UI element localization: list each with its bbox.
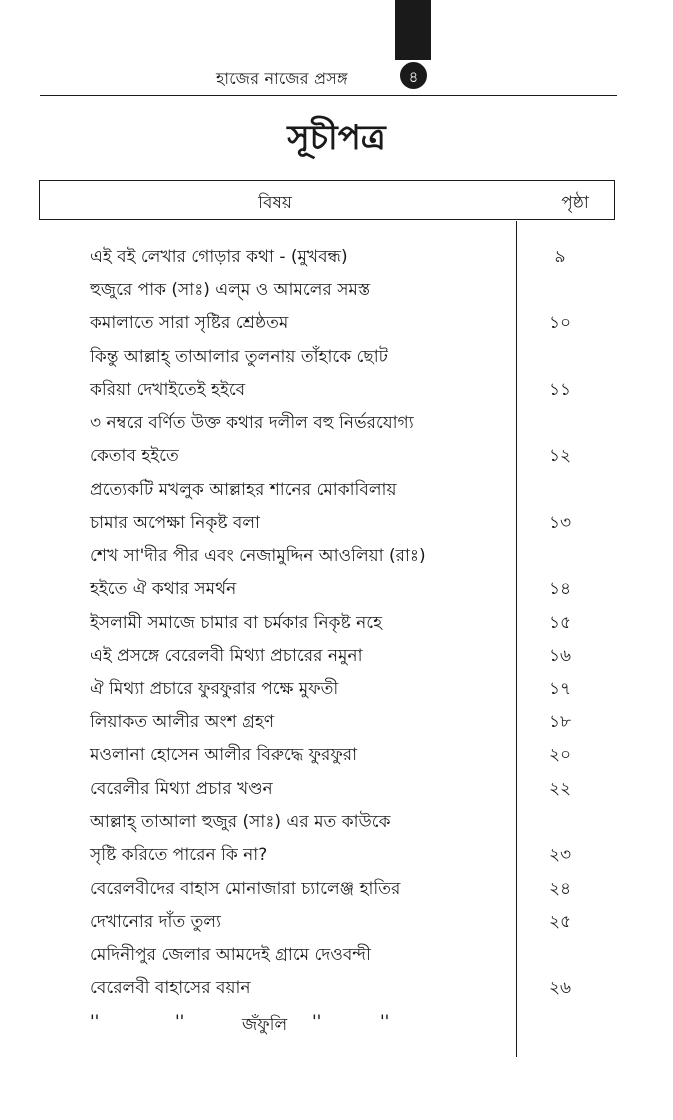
page-tab-marker: [395, 0, 431, 60]
toc-entry: [90, 909, 673, 941]
toc-entry: [90, 842, 673, 874]
toc-entry-page: ১০: [548, 313, 572, 333]
ditto-word: জঁফুলি: [242, 1015, 288, 1035]
toc-entry-text: চামার অপেক্ষা নিকৃষ্ট বলা: [90, 513, 260, 533]
toc-entry: [90, 776, 673, 808]
toc-entry: [90, 576, 673, 608]
toc-entry-text: বেরেলবী বাহাসের বয়ান: [90, 978, 251, 998]
toc-entry: [90, 410, 673, 442]
toc-entry-text: ৩ নম্বরে বর্ণিত উক্ত কথার দলীল বহু নির্ভরযোগ্য: [90, 413, 414, 433]
toc-entry-text: ইসলামী সমাজে চামার বা চর্মকার নিকৃষ্ট নহে: [90, 613, 383, 633]
toc-entry: [90, 477, 673, 509]
toc-entry-page: ২৬: [548, 978, 572, 998]
toc-entry-text: কিন্তু আল্লাহ্‌ তাআলার তুলনায় তাঁহাকে ছোট: [90, 347, 388, 367]
toc-entry: [90, 377, 673, 409]
toc-entry-page: ৯: [554, 247, 566, 267]
toc-entry: [90, 975, 673, 1007]
toc-entry: [90, 876, 673, 908]
toc-entry: [90, 676, 673, 708]
toc-entry: [90, 610, 673, 642]
toc-entry-page: ১২: [548, 446, 572, 466]
toc-entry: [90, 443, 673, 475]
toc-entry-page: ২০: [548, 745, 572, 765]
toc-entry-page: ১৮: [548, 712, 572, 732]
toc-entry: [90, 344, 673, 376]
toc-entry-page: ২৩: [548, 845, 572, 865]
toc-entry: [90, 709, 673, 741]
toc-entry-page: ১১: [548, 380, 572, 400]
toc-entry-text: মওলানা হোসেন আলীর বিরুদ্ধে ফুরফুরা: [90, 745, 358, 765]
running-title: হাজের নাজের প্রসঙ্গ: [216, 69, 348, 88]
toc-entry-page: ১৩: [548, 513, 572, 533]
toc-entry-text: দেখানোর দাঁত তুল্য: [90, 912, 221, 932]
toc-entry: [90, 942, 673, 974]
toc-entry: [90, 310, 673, 342]
page-number-badge: ৪: [398, 60, 429, 91]
toc-entry: [90, 277, 673, 309]
column-header-page: পৃষ্ঠা: [561, 193, 589, 213]
toc-entry-text: হইতে ঐ কথার সমর্থন: [90, 579, 237, 599]
ditto-mark: '': [90, 1012, 100, 1032]
toc-entry-text: ঐ মিথ্যা প্রচারে ফুরফুরার পক্ষে মুফতী: [90, 679, 339, 699]
toc-entry-page: ২৪: [548, 879, 572, 899]
toc-entry-text: বেরেলীর মিথ্যা প্রচার খণ্ডন: [90, 779, 273, 799]
toc-entry-text: এই বই লেখার গোড়ার কথা - (মুখবন্ধ): [90, 247, 348, 267]
toc-entry-page: ২৫: [548, 912, 572, 932]
toc-entry-page: ১৫: [548, 613, 572, 633]
toc-entry-text: বেরেলবীদের বাহাস মোনাজারা চ্যালেঞ্জ হাতির: [90, 879, 401, 899]
toc-entry-text: হুজুরে পাক (সাঃ) এল্‌ম ও আমলের সমস্ত: [90, 280, 371, 300]
column-header-box: [39, 180, 615, 220]
toc-entry-page: ১৬: [548, 646, 572, 666]
ditto-mark: '': [175, 1012, 185, 1032]
toc-entry-page: ১৪: [548, 579, 572, 599]
toc-entry-text: কমালাতে সারা সৃষ্টির শ্রেষ্ঠতম: [90, 313, 289, 333]
toc-entry-page: ১৭: [548, 679, 572, 699]
page-title: সূচীপত্র: [287, 118, 386, 158]
column-header-subject: বিষয়: [258, 193, 292, 213]
toc-entry-text: শেখ সা'দীর পীর এবং নেজামুদ্দিন আওলিয়া (রাঃ): [90, 546, 426, 566]
toc-entry-text: সৃষ্টি করিতে পারেন কি না?: [90, 845, 268, 865]
toc-entry-page: ২২: [548, 779, 572, 799]
toc-entry: [90, 643, 673, 675]
header-rule: [40, 95, 617, 96]
toc-entry: [90, 543, 673, 575]
toc-entry: [90, 510, 673, 542]
toc-entry-text: লিয়াকত আলীর অংশ গ্রহণ: [90, 712, 275, 732]
toc-entry-text: এই প্রসঙ্গে বেরেলবী মিথ্যা প্রচারের নমুনা: [90, 646, 363, 666]
toc-entry-text: প্রত্যেকটি মখলুক আল্লাহর শানের মোকাবিলায়: [90, 480, 397, 500]
toc-entry-text: কেতাব হইতে: [90, 446, 179, 466]
toc-entry: [90, 809, 673, 841]
toc-entry: [90, 244, 673, 276]
toc-entry-text: করিয়া দেখাইতেই হইবে: [90, 380, 246, 400]
ditto-line: [90, 1012, 510, 1042]
toc-entry-text: আল্লাহ্‌ তাআলা হুজুর (সাঃ) এর মত কাউকে: [90, 812, 391, 832]
toc-entry: [90, 742, 673, 774]
ditto-mark: '': [312, 1012, 322, 1032]
ditto-mark: '': [380, 1012, 390, 1032]
toc-entry-text: মেদিনীপুর জেলার আমদেই গ্রামে দেওবন্দী: [90, 945, 371, 965]
